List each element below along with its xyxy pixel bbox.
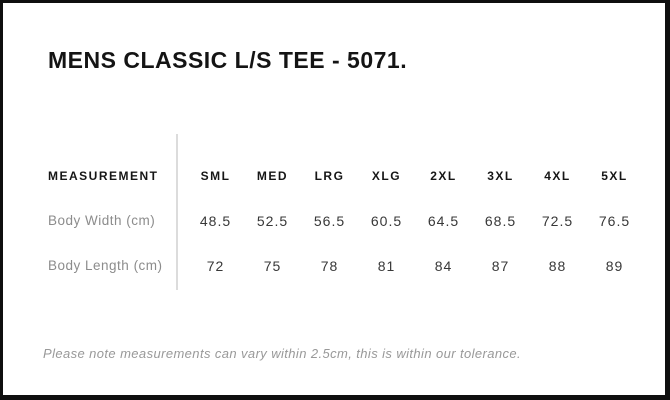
column-header-xlg: XLG — [371, 168, 402, 183]
body-width-xlg: 60.5 — [370, 212, 403, 229]
column-header-measurement: MEASUREMENT — [48, 168, 159, 183]
body-length-sml: 72 — [206, 257, 225, 274]
tolerance-note: Please note measurements can vary within 2.5cm, this is within our tolerance. — [43, 346, 522, 361]
column-header-3xl: 3XL — [487, 168, 514, 183]
body-width-3xl: 68.5 — [484, 212, 517, 229]
body-length-lrg: 78 — [320, 257, 339, 274]
body-width-sml: 48.5 — [199, 212, 232, 229]
body-length-2xl: 84 — [434, 257, 453, 274]
body-length-5xl: 89 — [605, 257, 624, 274]
column-header-lrg: LRG — [314, 168, 345, 183]
body-width-2xl: 64.5 — [427, 212, 460, 229]
body-length-xlg: 81 — [377, 257, 396, 274]
table-header-row — [48, 153, 643, 198]
column-header-2xl: 2XL — [430, 168, 457, 183]
body-length-3xl: 87 — [491, 257, 510, 274]
body-length-4xl: 88 — [548, 257, 567, 274]
body-width-5xl: 76.5 — [598, 212, 631, 229]
column-header-med: MED — [256, 168, 289, 183]
body-length-med: 75 — [263, 257, 282, 274]
column-header-4xl: 4XL — [544, 168, 571, 183]
row-label-body-width: Body Width (cm) — [48, 213, 156, 228]
page-title: MENS CLASSIC L/S TEE - 5071. — [48, 47, 408, 73]
column-header-5xl: 5XL — [601, 168, 628, 183]
table-row-body-width — [48, 198, 643, 243]
body-width-lrg: 56.5 — [313, 212, 346, 229]
body-width-med: 52.5 — [256, 212, 289, 229]
size-table — [48, 153, 643, 288]
body-width-4xl: 72.5 — [541, 212, 574, 229]
column-header-sml: SML — [200, 168, 231, 183]
row-label-body-length: Body Length (cm) — [48, 258, 163, 273]
table-row-body-length — [48, 243, 643, 288]
